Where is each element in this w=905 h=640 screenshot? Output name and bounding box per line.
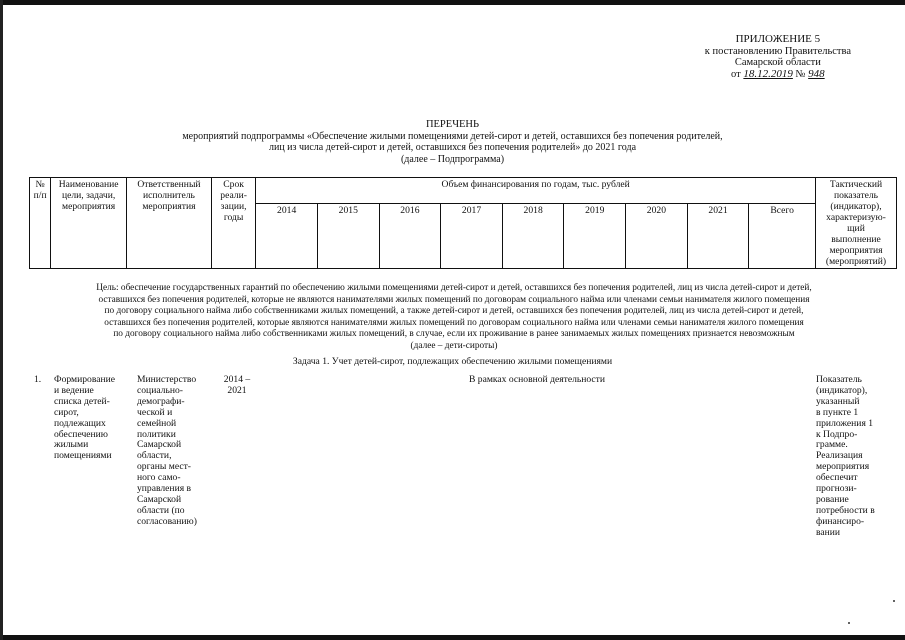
year-2019: 2019 <box>564 204 626 269</box>
appendix-heading: ПРИЛОЖЕНИЕ 5 <box>735 33 821 45</box>
appendix-line: к постановлению Правительства <box>704 45 851 57</box>
header-term: Срок реали- зации, годы <box>211 178 255 269</box>
scan-edge-top <box>0 0 905 5</box>
year-total: Всего <box>749 204 816 269</box>
row-term: 2014 – 2021 <box>223 374 251 396</box>
year-2014: 2014 <box>256 204 318 269</box>
title-heading: ПЕРЕЧЕНЬ <box>425 119 480 130</box>
scan-edge-left <box>0 0 3 640</box>
scan-speck <box>893 600 895 602</box>
appendix-block <box>705 34 851 80</box>
sign-number: 948 <box>808 67 825 80</box>
year-2018: 2018 <box>502 204 564 269</box>
title-line: лиц из числа детей-сирот и детей, оставшихся без попечения родителей» до 2021 года <box>268 142 637 153</box>
sign-prefix: от <box>731 68 741 80</box>
row-name: Формирование и ведение списка детей- сирот, подлежащих обеспечению жилыми помещениями <box>54 374 116 462</box>
appendix-line: Самарской области <box>734 57 821 68</box>
year-2021: 2021 <box>687 204 749 269</box>
year-2015: 2015 <box>317 204 379 269</box>
year-2016: 2016 <box>379 204 441 269</box>
header-financing: Объем финансирования по годам, тыс. рублей <box>256 178 816 204</box>
document-title <box>0 119 905 165</box>
scan-speck <box>848 622 850 624</box>
task-heading: Задача 1. Учет детей-сирот, подлежащих обеспечению жилыми помещениями <box>292 356 613 367</box>
scan-edge-bottom <box>0 635 905 640</box>
appendix-signature-line <box>705 69 851 81</box>
year-2017: 2017 <box>441 204 503 269</box>
goal-text: Цель: обеспечение государственных гарантий по обеспечению жилыми помещениями детей-сирот и детей, оставшихся без попечения родителей, лиц из числа детей-сирот и детей, оставшихся без попечения родителей, которые не являются нанимателями жилых помещений по договорам социального найма или членами семьи нанимателя жилого помещения по договору социального найма либо собственниками жилых помещений, а также детей-сирот и детей, оставшихся без попечения родителей, лиц из числа детей-сирот и детей, оставшихся без попечения родителей, которые являются нанимателями жилых помещений по договорам социального найма или членами семьи нанимателя жилого помещения по договору социального найма либо собственниками жилых помещений, в случае, если их проживание в ранее занимаемых жилых помещениях признается невозможным (далее – дети-сироты) <box>96 283 812 351</box>
sign-number-label: № <box>795 68 806 80</box>
header-indicator: Тактический показатель (индикатор), характеризую- щий выполнение мероприятия (мероприятий) <box>816 178 897 269</box>
measures-header-table <box>29 177 897 269</box>
year-2020: 2020 <box>626 204 688 269</box>
row-responsible: Министерство социально- демографи- ческой и семейной политики Самарской области, органы мест- ного само- управления в Самарской области (по согласованию) <box>137 374 197 527</box>
title-line: (далее – Подпрограмма) <box>400 153 505 165</box>
title-line: мероприятий подпрограммы «Обеспечение жилыми помещениями детей-сирот и детей, оставшихся без попечения родителей, <box>182 130 723 142</box>
sign-date: 18.12.2019 <box>743 67 793 80</box>
row-financing: В рамках основной деятельности <box>468 374 606 385</box>
row-number: 1. <box>34 374 42 385</box>
row-indicator: Показатель (индикатор), указанный в пункте 1 приложения 1 к Подпро- грамме. Реализация мероприятия обеспечит прогнози- рование потребности в финансиро- вании <box>816 374 875 538</box>
header-num: № п/п <box>30 178 51 269</box>
header-name: Наименование цели, задачи, мероприятия <box>51 178 127 269</box>
header-responsible: Ответственный исполнитель мероприятия <box>127 178 212 269</box>
